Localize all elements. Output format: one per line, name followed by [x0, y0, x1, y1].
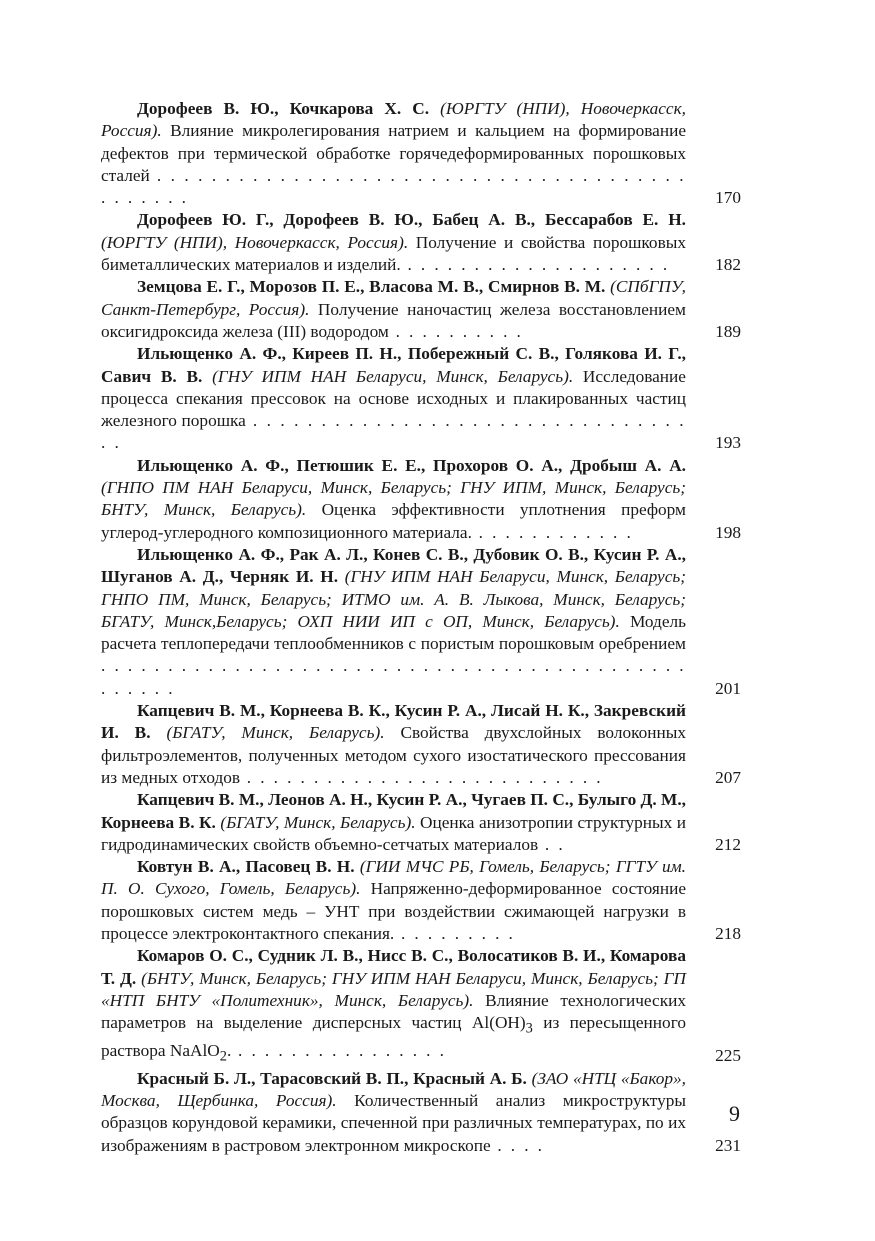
entry-title-part: из пересыщенного раствора NaAlO: [101, 1013, 686, 1060]
entry-authors: Ильющенко А. Ф., Рак А. Л., Конев С. В., Дубовик О. В., Кусин Р. А., Шуганов А. Д., Черняк И. Н.: [101, 544, 686, 587]
entry-authors: Дорофеев В. Ю., Кочкарова Х. С.: [137, 99, 430, 118]
entry-affiliation: (БНТУ, Минск, Беларусь; ГНУ ИПМ НАН Беларуси, Минск, Беларусь; ГП «НТП БНТУ «Политехник», Минск, Беларусь).: [101, 968, 686, 1010]
leader-dots: . . . . . . . . . . . . . . . . . . . .: [400, 255, 670, 275]
entry-title: Исследование процесса спекания прессовок на основе исходных и плакированных частиц железного порошка: [101, 366, 686, 431]
entry-text: [101, 209, 686, 276]
entry-text: [101, 945, 686, 1067]
entry-affiliation: (БГАТУ, Минск, Беларусь).: [220, 812, 416, 832]
toc-entry: [101, 455, 741, 544]
entry-title-subscript: 3: [525, 1020, 533, 1037]
entry-authors: Ковтун В. А., Пасовец В. Н.: [137, 857, 355, 877]
entry-text: [101, 700, 686, 789]
entry-affiliation: (СПбГПУ, Санкт-Петербург, Россия).: [101, 277, 686, 319]
entry-text: [101, 1068, 686, 1157]
entry-title: Влияние микролегирования натрием и кальцием на формирование дефектов при термической обработке горячедеформированных порошковых сталей: [101, 121, 687, 185]
entry-page-number: 193: [715, 433, 741, 453]
entry-affiliation: (ЮРГТУ (НПИ), Новочеркасск, Россия).: [101, 232, 409, 252]
entry-authors: Капцевич В. М., Корнеева В. К., Кусин Р. А., Лисай Н. К., Закревский И. В.: [101, 701, 686, 743]
entry-title-part: .: [226, 1040, 232, 1060]
entry-text: [101, 856, 686, 945]
toc-entry: [101, 276, 741, 343]
toc-entry: [101, 209, 741, 276]
entry-affiliation: (ГИИ МЧС РБ, Гомель, Беларусь; ГГТУ им. П. О. Сухого, Гомель, Беларусь).: [101, 857, 686, 899]
entry-affiliation: (ГНУ ИПМ НАН Беларуси, Минск, Беларусь).: [212, 366, 574, 386]
entry-title: Получение наночастиц железа восстановлением оксигидроксида железа (III) водородом: [101, 299, 686, 341]
toc-entry: [101, 544, 741, 700]
entry-text: [101, 98, 686, 209]
entry-title: Оценка анизотропии структурных и гидродинамических свойств объемно-сетчатых материалов: [101, 812, 686, 854]
entry-title-part: Влияние технологических параметров на выделение дисперсных частиц Al(OH): [101, 990, 686, 1033]
entry-authors: Красный Б. Л., Тарасовский В. П., Красный А. Б.: [137, 1068, 527, 1088]
leader-dots: . . . . . . . . . . . . . . . . . . . . . . . . . . . . . . . . . .: [101, 411, 686, 453]
entry-page-number: 218: [715, 923, 741, 943]
entry-authors: Комаров О. С., Судник Л. В., Нисс В. С., Волосатиков В. И., Комарова Т. Д.: [101, 946, 686, 988]
leader-dots: . . . . . . . . . . . . . . . .: [231, 1040, 447, 1060]
toc-entry: [101, 700, 741, 789]
entry-affiliation: (ЮРГТУ (НПИ), Новочеркасск, Россия).: [101, 99, 686, 141]
toc-entry: [101, 98, 741, 209]
entry-title: Оценка эффективности уплотнения преформ углерод-углеродного композиционного материала.: [101, 500, 686, 542]
entry-affiliation: (ГНУ ИПМ НАН Беларуси, Минск, Беларусь; ГНПО ПМ, Минск, Беларусь; ИТМО им. А. В. Лыкова, Минск, Беларусь; БГАТУ, Минск,Беларусь; ОХП НИИ ИП с ОП, Минск, Беларусь).: [101, 567, 686, 631]
entry-affiliation: (ГНПО ПМ НАН Беларуси, Минск, Беларусь; ГНУ ИПМ, Минск, Беларусь; БНТУ, Минск, Беларусь).: [101, 478, 686, 520]
entry-page-number: 201: [715, 678, 741, 698]
entry-text: [101, 343, 686, 454]
entry-affiliation: (БГАТУ, Минск, Беларусь).: [166, 723, 385, 743]
entry-text: [101, 789, 686, 856]
entry-text: [101, 544, 686, 700]
toc-entry: [101, 343, 741, 454]
entry-title: Получение и свойства порошковых биметаллических материалов и изделий.: [101, 232, 686, 275]
entry-title: Напряженно-деформированное состояние порошковых систем медь – УНТ при воздействии сжимающей нагрузки в процессе электроконтактного спекания.: [101, 879, 687, 943]
entry-title-subscript: 2: [219, 1048, 227, 1065]
leader-dots: . . . . . . . . . .: [388, 321, 524, 341]
entry-page-number: 231: [715, 1135, 741, 1155]
entry-page-number: 212: [715, 834, 741, 854]
leader-dots: . . . . . . . . . . . . . . . . . . . . . . . . . . . . . . . . . . . . . . . . . . . . . .: [101, 165, 686, 208]
entry-page-number: 170: [715, 188, 741, 208]
leader-dots: . . . .: [490, 1135, 545, 1155]
toc-entry: [101, 856, 741, 945]
entry-text: [101, 455, 686, 544]
entry-authors: Ильющенко А. Ф., Киреев П. Н., Побережный С. В., Голякова И. Г., Савич В. В.: [101, 344, 686, 386]
entry-title: Модель расчета теплопередачи теплообменников с пористым порошковым оребрением: [101, 611, 686, 654]
leader-dots: . . . . . . . . .: [394, 923, 516, 943]
contents-list: [101, 98, 741, 1157]
entry-page-number: 198: [715, 522, 741, 542]
entry-authors: Ильющенко А. Ф., Петюшик Е. Е., Прохоров О. А., Дробыш А. А.: [137, 455, 686, 475]
page-number: 9: [729, 1101, 740, 1126]
leader-dots: . . . . . . . . . . . . . . . . . . . . . . . . . . .: [240, 767, 603, 787]
entry-page-number: 225: [715, 1046, 741, 1066]
toc-entry: [101, 1068, 741, 1157]
entry-authors: Капцевич В. М., Леонов А. Н., Кусин Р. А., Чугаев П. С., Булыго Д. М., Корнеева В. К.: [101, 790, 687, 832]
toc-entry: [101, 945, 741, 1067]
entry-page-number: 189: [715, 321, 741, 341]
entry-title: Свойства двухслойных волоконных фильтроэлементов, полученных методом сухого изостатического прессования из медных отходов: [101, 723, 687, 787]
leader-dots: . . . . . . . . . . . . . . . . . . . . . . . . . . . . . . . . . . . . . . . . . . . . . . . . . .: [101, 656, 686, 698]
entry-title: Количественный анализ микроструктуры образцов корундовой керамики, спеченной при различных температурах, по их изображениям в растровом электронном микроскопе: [101, 1090, 686, 1155]
leader-dots: . . . . . . . . . . . .: [471, 522, 634, 542]
entry-authors: Земцова Е. Г., Морозов П. Е., Власова М. В., Смирнов В. М.: [137, 277, 606, 297]
toc-entry: [101, 789, 741, 856]
entry-text: [101, 276, 686, 343]
entry-page-number: 207: [715, 767, 741, 787]
entry-authors: Дорофеев Ю. Г., Дорофеев В. Ю., Бабец А. В., Бессарабов Е. Н.: [137, 210, 686, 230]
leader-dots: . .: [538, 834, 566, 854]
entry-affiliation: (ЗАО «НТЦ «Бакор», Москва, Щербинка, Россия).: [101, 1068, 686, 1110]
entry-page-number: 182: [715, 255, 741, 275]
